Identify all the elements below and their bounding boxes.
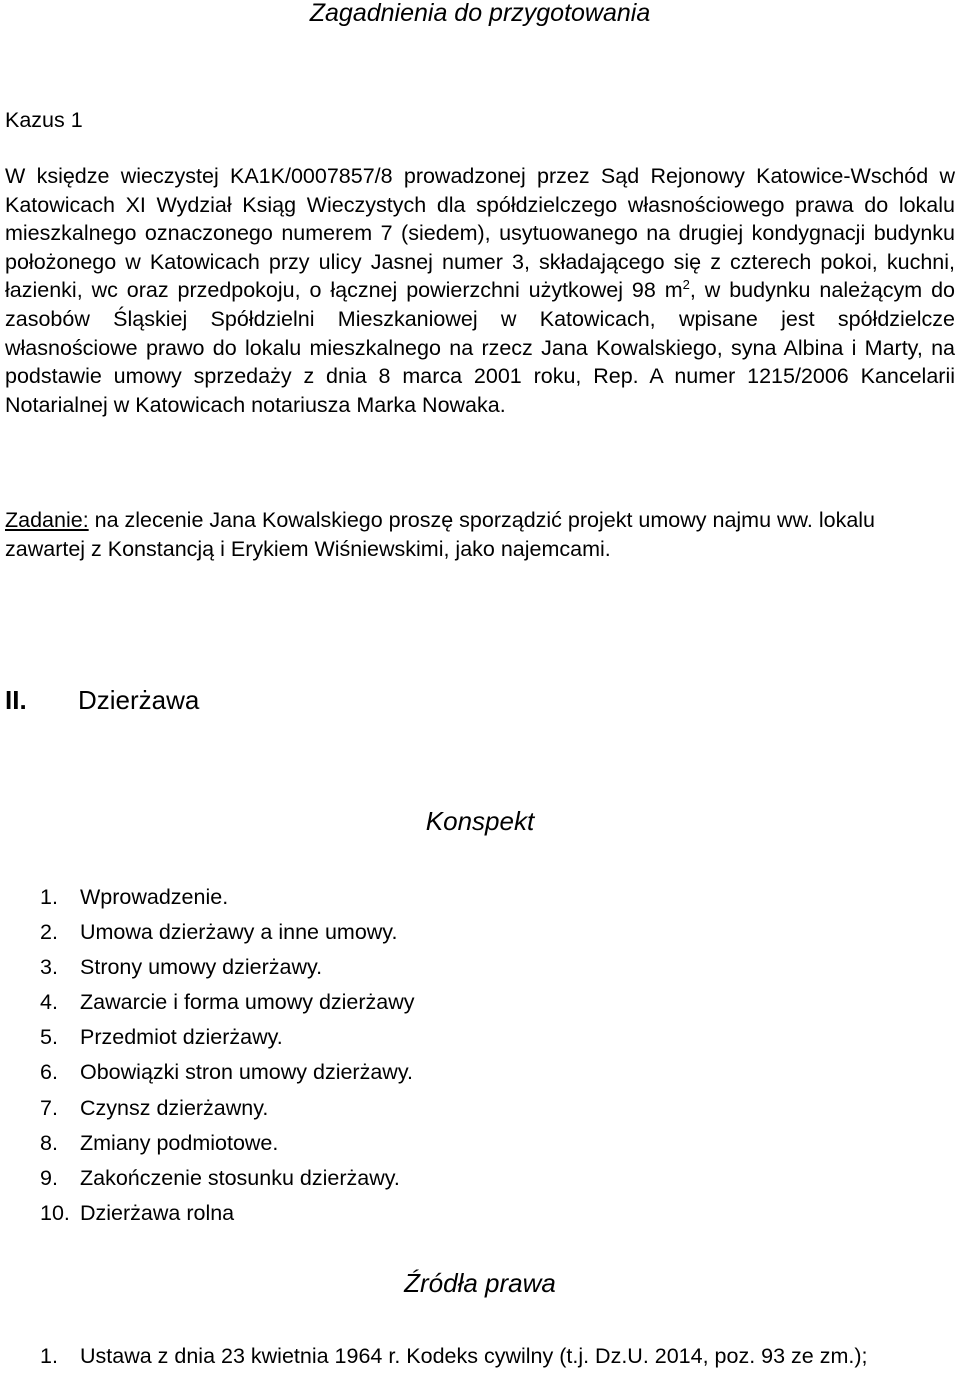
list-item <box>0 915 960 950</box>
list-item-number: 10. <box>40 1200 70 1225</box>
case-body-text-end: , w budynku należącym do zasobów Śląskiej Spółdzielni Mieszkaniowej w Katowicach, wpisane jest spółdzielcze własnościowe prawo do lokalu mieszkalnego na rzecz Jana Kowalskiego, syna Albina i Marty, na podstawie umowy sprzedaży z dnia 8 marca 2001 roku, Rep. A numer 1215/2006 Kancelarii Notarialnej w Katowicach notariusza Marka Nowaka. <box>5 278 955 417</box>
list-item-text: Czynsz dzierżawny. <box>80 1095 269 1120</box>
list-item-text: Dzierżawa rolna <box>80 1200 235 1225</box>
list-item-number: 2. <box>40 920 58 945</box>
list-item-number: 7. <box>40 1095 58 1120</box>
list-item-text: Ustawa z dnia 23 kwietnia 1964 r. Kodeks cywilny (t.j. Dz.U. 2014, poz. 93 ze zm.); <box>80 1344 868 1368</box>
list-item <box>0 1342 960 1400</box>
list-item-number: 1. <box>40 885 58 909</box>
case-body-superscript: 2 <box>682 277 690 293</box>
list-item-text: Umowa dzierżawy a inne umowy. <box>80 920 398 945</box>
case-heading: Kazus 1 <box>5 108 83 132</box>
case-body <box>5 162 955 419</box>
list-item-text: Zawarcie i forma umowy dzierżawy <box>80 990 415 1015</box>
task-text: na zlecenie Jana Kowalskiego proszę sporządzić projekt umowy najmu ww. lokalu zawartej z Konstancją i Erykiem Wiśniewskimi, jako najemcami. <box>5 508 876 561</box>
page-title: Zagadnienia do przygotowania <box>309 0 651 27</box>
list-item-text: Zakończenie stosunku dzierżawy. <box>80 1165 400 1190</box>
list-item-number: 1. <box>40 1344 58 1368</box>
list-item-number: 8. <box>40 1130 58 1155</box>
list-item <box>0 1055 960 1090</box>
list-item-text: Obowiązki stron umowy dzierżawy. <box>80 1060 413 1085</box>
section-number: II. <box>5 685 27 715</box>
sources-list <box>0 1342 960 1400</box>
list-item <box>0 1161 960 1196</box>
list-item-text: Przedmiot dzierżawy. <box>80 1025 283 1050</box>
list-item-text: Wprowadzenie. <box>80 885 229 909</box>
list-item <box>0 880 960 915</box>
list-item-number: 4. <box>40 990 58 1015</box>
list-item-text: Strony umowy dzierżawy. <box>80 955 323 980</box>
list-item <box>0 1020 960 1055</box>
outline-heading: Konspekt <box>425 806 535 836</box>
list-item <box>0 1126 960 1161</box>
list-item-number: 5. <box>40 1025 58 1050</box>
list-item <box>0 1196 960 1231</box>
list-item-number: 6. <box>40 1060 58 1085</box>
section-title: Dzierżawa <box>78 685 200 715</box>
case-body-text: W księdze wieczystej KA1K/0007857/8 prowadzonej przez Sąd Rejonowy Katowice-Wschód w Katowicach XI Wydział Ksiąg Wieczystych dla spółdzielczego własnościowego prawa do lokalu mieszkalnego oznaczonego numerem 7 (siedem), usytuowanego na drugiej kondygnacji budynku położonego w Katowicach przy ulicy Jasnej numer 3, składającego się z czterech pokoi, kuchni, łazienki, wc oraz przedpokoju, o łącznej powierzchni użytkowej 98 m <box>5 164 955 303</box>
list-item-number: 9. <box>40 1165 58 1190</box>
task-paragraph <box>5 506 955 563</box>
list-item-number: 3. <box>40 955 58 980</box>
list-item <box>0 985 960 1020</box>
outline-list <box>0 880 960 1231</box>
sources-heading: Źródła prawa <box>404 1268 556 1298</box>
list-item <box>0 950 960 985</box>
list-item <box>0 1091 960 1126</box>
list-item-text: Zmiany podmiotowe. <box>80 1130 279 1155</box>
task-label: Zadanie: <box>5 508 89 532</box>
